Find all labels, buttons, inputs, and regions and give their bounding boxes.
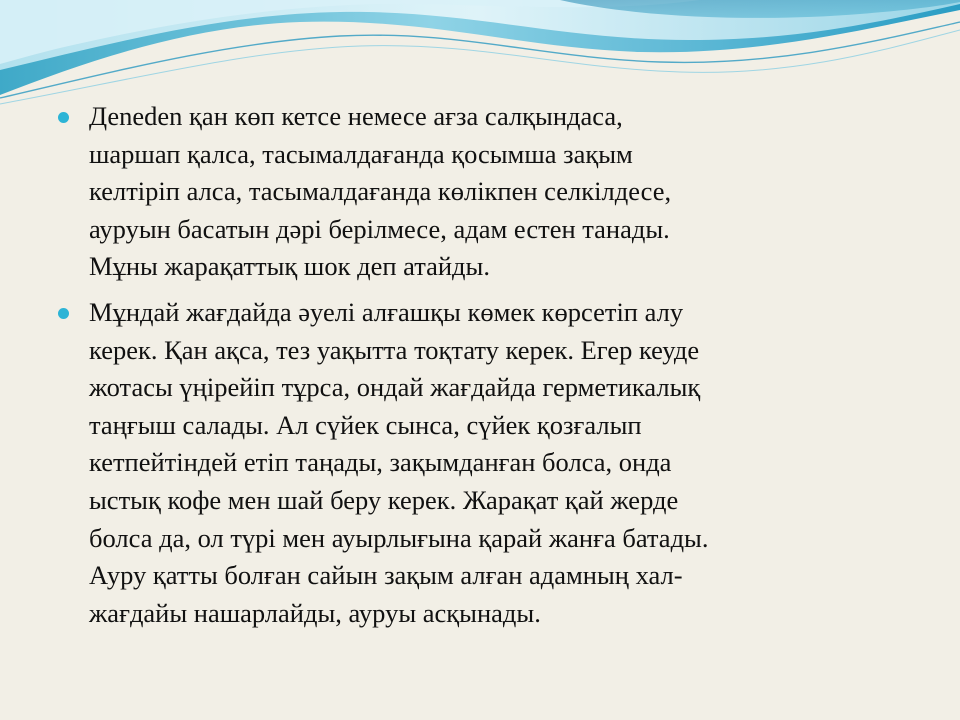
text-line: таңғыш салады. Ал сүйек сынса, сүйек қозғалып <box>89 409 642 440</box>
bullet-dot-icon <box>58 112 69 123</box>
text-line: керек. Қан ақса, тез уақытта тоқтату керек. Егер кеуде <box>89 334 700 365</box>
text-line: Мұны жарақаттық шок деп атайды. <box>89 251 490 282</box>
text-line: келтіріп алса, тасымалдағанда көлікпен селкілдесе, <box>89 176 672 207</box>
text-line: Ауру қатты болған сайын зақым алған адамның хал- <box>89 560 683 591</box>
text-line: Деneden қан көп кетсе немесе ағза салқындаса, <box>89 101 623 131</box>
bullet-item <box>58 294 918 632</box>
text-line: ауруын басатын дәрі берілмесе, адам естен танады. <box>89 213 670 244</box>
text-line: жағдайы нашарлайды, ауруы асқынады. <box>89 597 541 628</box>
text-line: кетпейтіндей етіп таңады, зақымданған болса, онда <box>89 447 672 478</box>
text-line: шаршап қалса, тасымалдағанда қосымша зақым <box>89 138 633 169</box>
bullet-dot-icon <box>58 308 69 319</box>
text-line: жотасы үңірейіп тұрса, ондай жағдайда герметикалық <box>89 372 701 403</box>
text-line: ыстық кофе мен шай беру керек. Жарақат қай жерде <box>89 484 679 515</box>
text-line: Мұндай жағдайда әуелі алғашқы көмек көрсетіп алу <box>89 296 684 327</box>
slide-body <box>58 98 918 632</box>
text-line: болса да, ол түрі мен ауырлығына қарай жанға батады. <box>89 522 709 553</box>
bullet-item <box>58 98 918 286</box>
